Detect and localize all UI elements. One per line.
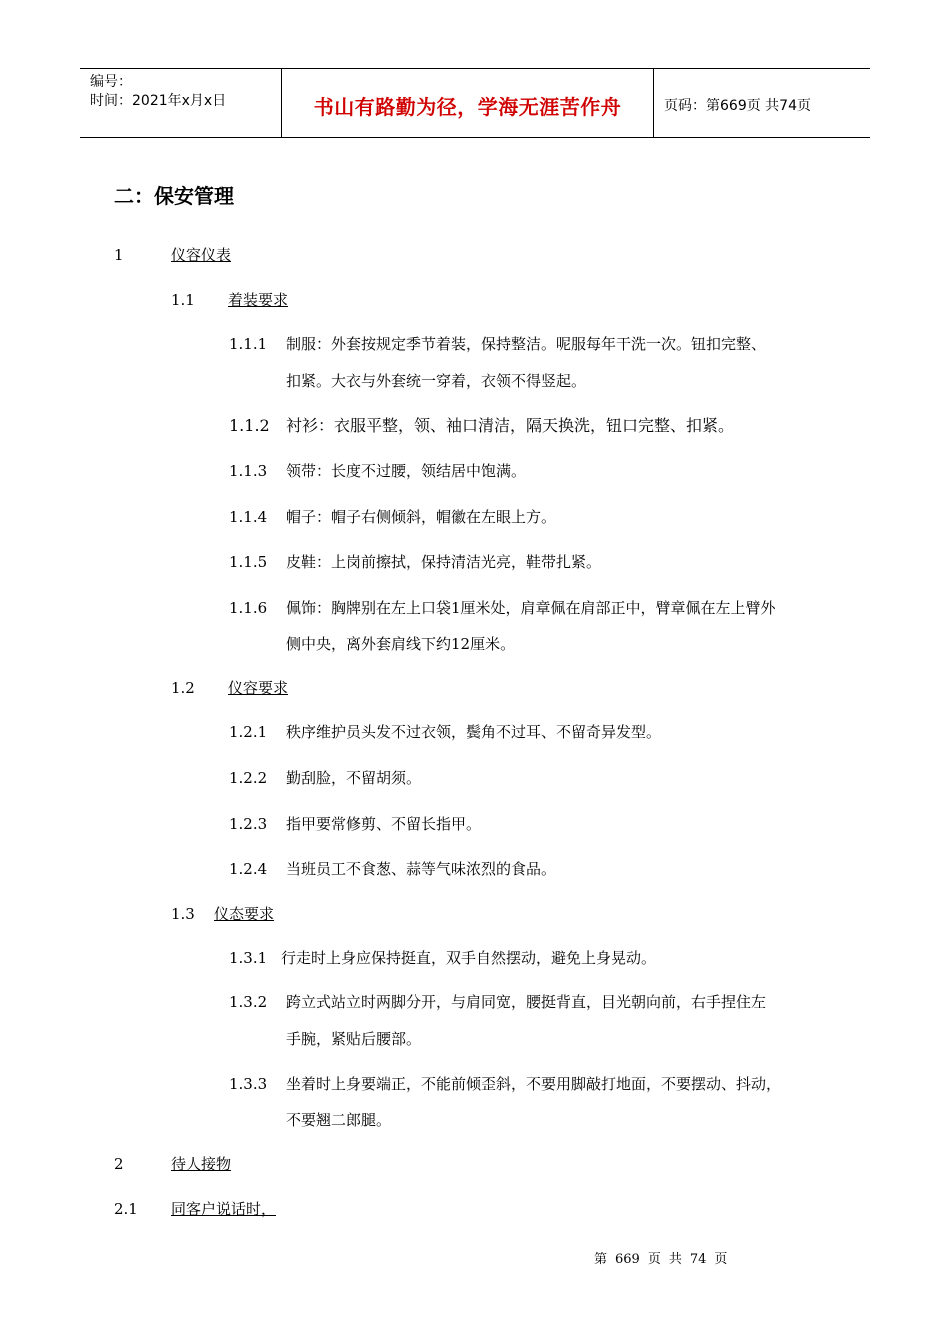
- item-number: 1.1.5: [229, 553, 268, 571]
- list-item: [114, 1153, 231, 1174]
- item-number: 1.2.3: [229, 815, 268, 833]
- item-number: 1.1.1: [229, 335, 268, 353]
- footer-di: 第: [594, 1252, 608, 1267]
- list-item: [229, 1073, 781, 1094]
- section-title: 二：保安管理: [114, 184, 234, 208]
- item-number: 1.3.2: [229, 993, 268, 1011]
- item-number: 1.2: [171, 679, 195, 697]
- item-text: 衬衫：衣服平整，领、袖口清洁，隔天换洗，钮口完整、扣紧。: [286, 416, 735, 435]
- item-number: 1.3.3: [229, 1075, 268, 1093]
- item-text: 行走时上身应保持挺直，双手自然摆动，避免上身晃动。: [281, 949, 657, 967]
- list-item: [229, 333, 766, 354]
- list-item: [229, 721, 661, 742]
- header-number-label: 编号：: [90, 74, 132, 90]
- list-item: [114, 244, 231, 265]
- header-time-label: 时间：2021年x月x日: [90, 93, 227, 109]
- list-item: [171, 903, 274, 924]
- item-number: 1: [114, 246, 124, 264]
- item-text: 帽子：帽子右侧倾斜，帽徽在左眼上方。: [286, 508, 557, 526]
- item-text: 同客户说话时，: [171, 1200, 277, 1218]
- item-text: 着装要求: [228, 291, 289, 309]
- footer-ye: 页: [647, 1252, 661, 1267]
- list-item: [229, 413, 734, 436]
- item-text: 不要翘二郎腿。: [286, 1111, 392, 1129]
- list-item-continuation: [286, 370, 586, 391]
- item-text: 领带：长度不过腰，领结居中饱满。: [286, 462, 527, 480]
- list-item: [229, 947, 656, 968]
- item-number: 2: [114, 1155, 124, 1173]
- list-item: [114, 1198, 276, 1219]
- item-number: 1.2.4: [229, 860, 268, 878]
- list-item: [171, 677, 288, 698]
- list-item: [229, 551, 601, 572]
- item-number: 1.1.6: [229, 599, 268, 617]
- item-text: 手腕，紧贴后腰部。: [286, 1030, 422, 1048]
- list-item: [229, 858, 556, 879]
- item-text: 仪容仪表: [171, 246, 232, 264]
- header-meta: [80, 69, 282, 137]
- list-item: [229, 506, 556, 527]
- item-text: 勤刮脸，不留胡须。: [286, 769, 422, 787]
- list-item-continuation: [286, 1028, 421, 1049]
- footer-page-number: 669: [615, 1252, 640, 1267]
- item-number: 2.1: [114, 1200, 138, 1218]
- item-number: 1.2.2: [229, 769, 268, 787]
- item-text: 佩饰：胸牌别在左上口袋1厘米处，肩章佩在肩部正中，臂章佩在左上臂外: [286, 599, 776, 617]
- list-item: [229, 813, 481, 834]
- list-item: [229, 460, 526, 481]
- item-text: 仪容要求: [228, 679, 289, 697]
- header-page-info: 页码：第669页 共74页: [664, 98, 811, 114]
- item-text: 待人接物: [171, 1155, 232, 1173]
- item-text: 皮鞋：上岗前擦拭，保持清洁光亮，鞋带扎紧。: [286, 553, 602, 571]
- item-number: 1.3: [171, 905, 195, 923]
- page-footer: [594, 1248, 735, 1267]
- footer-total-pages: 74: [689, 1252, 707, 1267]
- list-item: [229, 767, 421, 788]
- item-number: 1.1: [171, 291, 195, 309]
- list-item: [229, 597, 776, 618]
- item-text: 跨立式站立时两脚分开，与肩同宽，腰挺背直，目光朝向前，右手捏住左: [286, 993, 767, 1011]
- item-number: 1.1.2: [229, 416, 270, 435]
- item-text: 秩序维护员头发不过衣领，鬓角不过耳、不留奇异发型。: [286, 723, 662, 741]
- item-text: 制服：外套按规定季节着装，保持整洁。呢服每年干洗一次。钮扣完整、: [286, 335, 767, 353]
- list-item: [171, 289, 288, 310]
- item-text: 侧中央，离外套肩线下约12厘米。: [286, 635, 516, 653]
- item-text: 当班员工不食葱、蒜等气味浓烈的食品。: [286, 860, 557, 878]
- list-item-continuation: [286, 633, 515, 654]
- footer-ye2: 页: [714, 1252, 728, 1267]
- list-item-continuation: [286, 1109, 391, 1130]
- list-item: [229, 991, 766, 1012]
- header-motto: 书山有路勤为径，学海无涯苦作舟: [282, 69, 654, 137]
- item-text: 扣紧。大衣与外套统一穿着，衣领不得竖起。: [286, 372, 587, 390]
- item-number: 1.1.4: [229, 508, 268, 526]
- item-number: 1.2.1: [229, 723, 268, 741]
- item-number: 1.1.3: [229, 462, 268, 480]
- item-number: 1.3.1: [229, 949, 268, 967]
- item-text: 指甲要常修剪、不留长指甲。: [286, 815, 482, 833]
- page-header: [80, 68, 870, 138]
- footer-gong: 共: [668, 1252, 682, 1267]
- item-text: 仪态要求: [214, 905, 275, 923]
- item-text: 坐着时上身要端正，不能前倾歪斜，不要用脚敲打地面，不要摆动、抖动，: [286, 1075, 782, 1093]
